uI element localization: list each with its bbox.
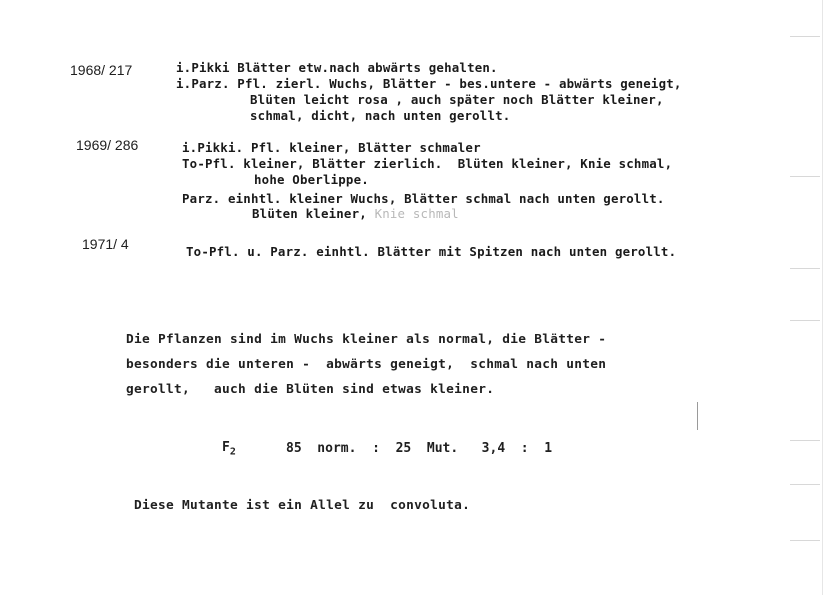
- conclusion-line: Diese Mutante ist ein Allel zu convoluta.: [134, 498, 471, 513]
- entry-year-1969: 1969/ 286: [76, 137, 139, 153]
- ratio-text: 85 norm. : 25 Mut. 3,4 : 1: [286, 441, 553, 456]
- scan-edge-mark: [790, 540, 820, 541]
- entry-1969-line-1: i.Pikki. Pfl. kleiner, Blätter schmaler: [182, 140, 481, 155]
- scan-vertical-mark: [697, 402, 698, 430]
- entry-1969-line-3: hohe Oberlippe.: [254, 172, 369, 187]
- entry-year-1971: 1971/ 4: [82, 236, 129, 252]
- scan-edge-mark: [790, 176, 820, 177]
- entry-1968-line-4: schmal, dicht, nach unten gerollt.: [250, 108, 511, 123]
- summary-line-1: Die Pflanzen sind im Wuchs kleiner als normal, die Blätter -: [126, 332, 607, 347]
- ratio-f2-label: [222, 440, 236, 458]
- scan-right-border: [822, 0, 823, 595]
- entry-1969-line-5: [252, 206, 459, 222]
- scan-edge-mark: [790, 320, 820, 321]
- scan-edge-mark: [790, 440, 820, 441]
- entry-1968-line-2: i.Parz. Pfl. zierl. Wuchs, Blätter - bes.untere - abwärts geneigt,: [176, 76, 682, 91]
- scan-edge-mark: [790, 268, 820, 269]
- entry-year-1968: 1968/ 217: [70, 62, 133, 78]
- ratio-f2-letter: F: [222, 440, 230, 455]
- summary-line-2: besonders die unteren - abwärts geneigt, schmal nach unten: [126, 357, 607, 372]
- ratio-f2-subscript: 2: [229, 446, 236, 458]
- scan-edge-mark: [790, 36, 820, 37]
- entry-1971-line-1: To-Pfl. u. Parz. einhtl. Blätter mit Spitzen nach unten gerollt.: [186, 244, 677, 259]
- scan-edge-mark: [790, 484, 820, 485]
- entry-1969-line-5-text: Blüten kleiner,: [252, 206, 367, 221]
- entry-1969-line-4: Parz. einhtl. kleiner Wuchs, Blätter schmal nach unten gerollt.: [182, 191, 665, 206]
- entry-1968-line-1: i.Pikki Blätter etw.nach abwärts gehalten.: [176, 60, 498, 75]
- entry-1969-faint-text: Knie schmal: [374, 206, 459, 221]
- summary-line-3: gerollt, auch die Blüten sind etwas kleiner.: [126, 382, 495, 397]
- entry-1968-line-3: Blüten leicht rosa , auch später noch Blätter kleiner,: [250, 92, 664, 107]
- entry-1969-line-2: To-Pfl. kleiner, Blätter zierlich. Blüten kleiner, Knie schmal,: [182, 156, 673, 171]
